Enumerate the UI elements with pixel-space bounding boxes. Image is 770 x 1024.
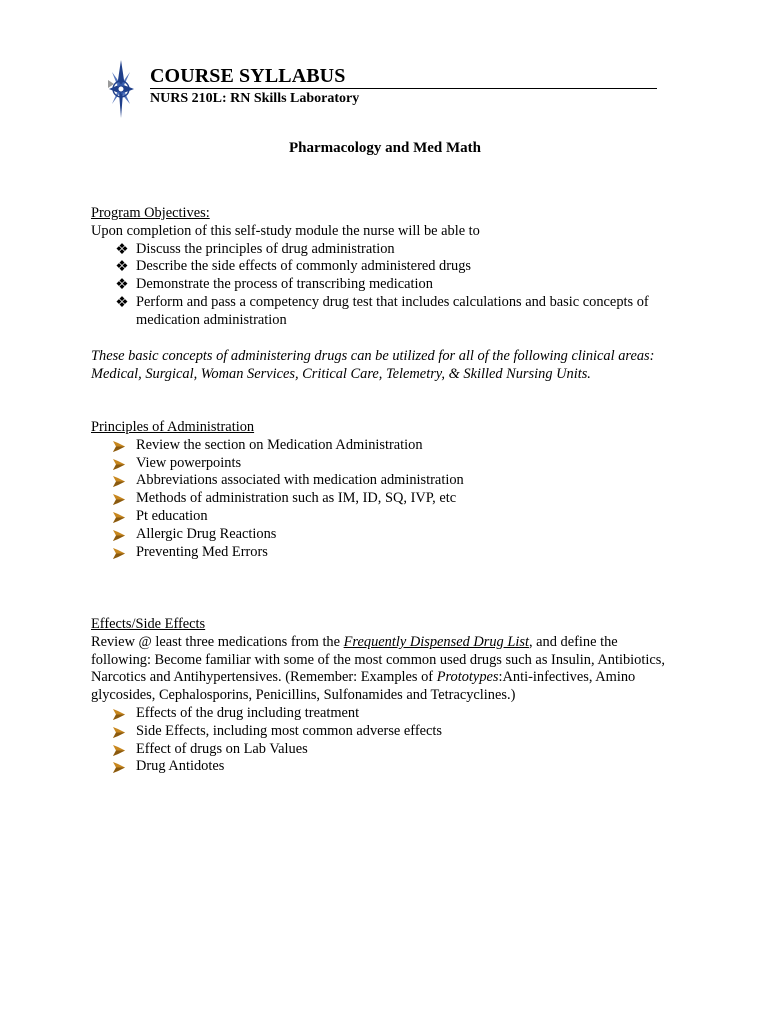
arrow-bullet-icon xyxy=(113,727,125,738)
four-diamond-icon: ❖ xyxy=(115,257,129,276)
four-diamond-icon: ❖ xyxy=(115,239,129,258)
effects-paragraph: Review @ least three medications from the Frequently Dispensed Drug List, and define the following: Become familiar with some of the most common used drugs such as Insulin, Antibiotics, Narcotics and Antihypertensives. (Remember: Examples of Prototypes:Anti-infectives, Amino glycosides, Cephalosporins, Penicillins, Sulfonamides and Tetracyclines.) xyxy=(91,633,665,704)
arrow-bullet-icon xyxy=(113,745,125,756)
list-item: Preventing Med Errors xyxy=(91,544,691,562)
objectives-list xyxy=(91,241,691,330)
list-item: Effects of the drug including treatment xyxy=(91,705,671,723)
principles-list xyxy=(91,437,691,562)
effects-section xyxy=(91,616,671,776)
star-compass-logo-icon xyxy=(106,60,136,118)
course-subtitle: NURS 210L: RN Skills Laboratory xyxy=(150,91,360,106)
list-item: Effect of drugs on Lab Values xyxy=(91,741,671,759)
title-divider xyxy=(150,88,657,89)
arrow-bullet-icon xyxy=(113,709,125,720)
list-item: Review the section on Medication Administration xyxy=(91,437,691,455)
list-item: Drug Antidotes xyxy=(91,758,671,776)
list-item: ❖ Demonstrate the process of transcribing medication xyxy=(115,275,433,294)
arrow-bullet-icon xyxy=(113,476,125,487)
list-item: View powerpoints xyxy=(91,455,691,473)
list-item: ❖ Perform and pass a competency drug test that includes calculations and basic concepts of medication administration xyxy=(115,292,649,328)
principles-section xyxy=(91,419,691,561)
arrow-bullet-icon xyxy=(113,530,125,541)
clinical-areas-note: These basic concepts of administering drugs can be utilized for all of the following clinical areas: Medical, Surgical, Woman Services, Critical Care, Telemetry, & Skilled Nursing Units. xyxy=(91,348,655,382)
principles-heading: Principles of Administration xyxy=(91,419,255,435)
list-item: Abbreviations associated with medication administration xyxy=(91,472,691,490)
page-title: COURSE SYLLABUS xyxy=(150,65,346,87)
list-item: ❖ Describe the side effects of commonly administered drugs xyxy=(115,257,472,276)
arrow-bullet-icon xyxy=(113,512,125,523)
arrow-bullet-icon xyxy=(113,548,125,559)
objectives-intro: Upon completion of this self-study module the nurse will be able to xyxy=(91,222,480,239)
arrow-bullet-icon xyxy=(113,762,125,773)
list-item: ❖ Discuss the principles of drug administration xyxy=(115,239,395,258)
list-item: Side Effects, including most common adverse effects xyxy=(91,723,671,741)
program-objectives-heading: Program Objectives: xyxy=(91,205,210,221)
list-item: Methods of administration such as IM, ID, SQ, IVP, etc xyxy=(91,490,691,508)
drug-list-link[interactable]: Frequently Dispensed Drug List xyxy=(343,633,529,650)
effects-heading: Effects/Side Effects xyxy=(91,616,206,632)
program-objectives-section xyxy=(91,205,691,330)
list-item: Pt education xyxy=(91,508,691,526)
arrow-bullet-icon xyxy=(113,494,125,505)
document-heading: Pharmacology and Med Math xyxy=(288,140,482,156)
four-diamond-icon: ❖ xyxy=(115,292,129,311)
arrow-bullet-icon xyxy=(113,459,125,470)
four-diamond-icon: ❖ xyxy=(115,275,129,294)
arrow-bullet-icon xyxy=(113,441,125,452)
effects-list xyxy=(91,705,671,776)
list-item: Allergic Drug Reactions xyxy=(91,526,691,544)
